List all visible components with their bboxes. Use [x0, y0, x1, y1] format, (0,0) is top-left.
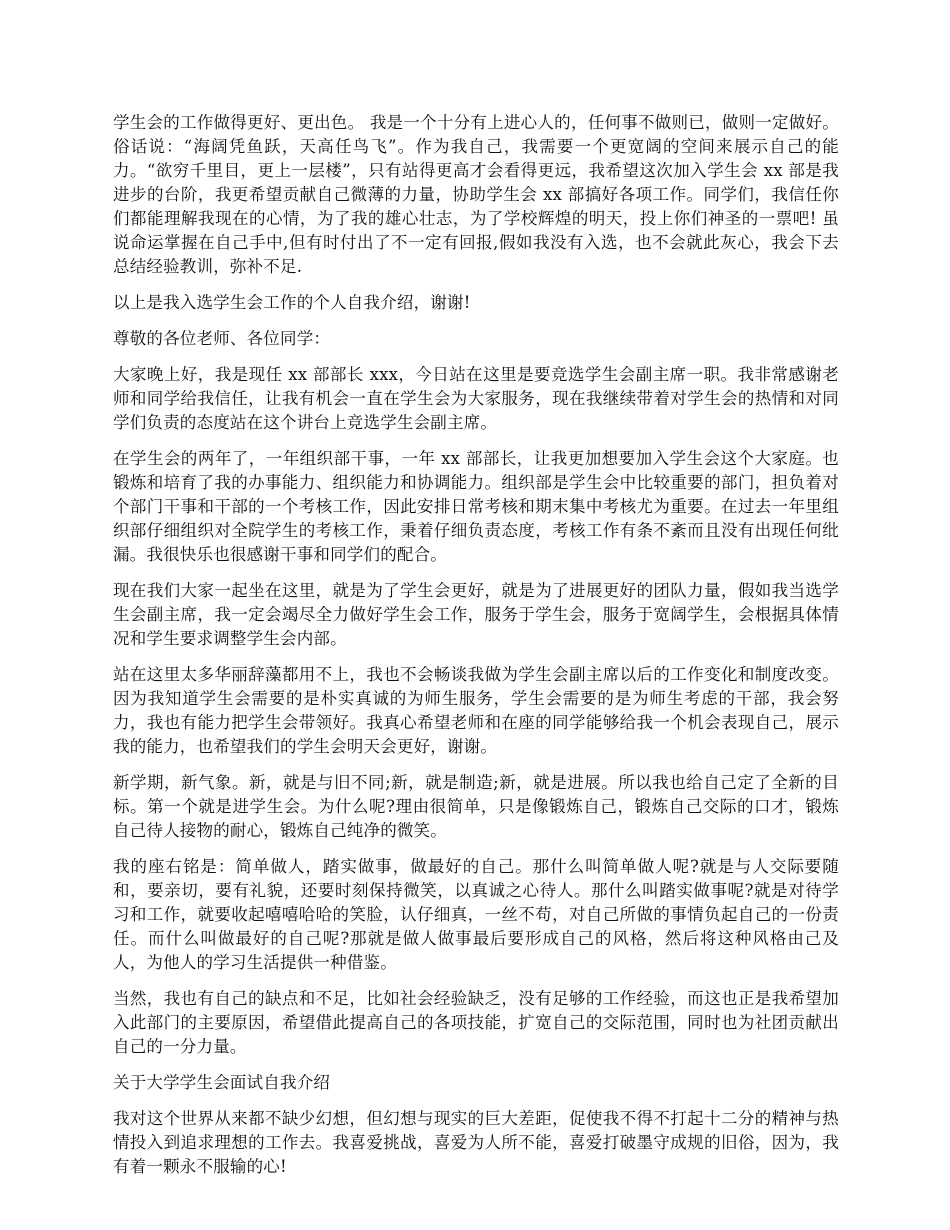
- paragraph-8: 新学期，新气象。新，就是与旧不同;新，就是制造;新，就是进展。所以我也给自己定了全新的目标。第一个就是进学生会。为什么呢?理由很简单，只是像锻炼自己，锻炼自己交际的口才，锻炼自己待人接物的耐心，锻炼自己纯净的微笑。: [113, 773, 839, 840]
- paragraph-2: 以上是我入选学生会工作的个人自我介绍，谢谢!: [113, 293, 471, 312]
- paragraph-6: 现在我们大家一起坐在这里，就是为了学生会更好，就是为了进展更好的团队力量，假如我当选学生会副主席，我一定会竭尽全力做好学生会工作，服务于学生会，服务于宽阔学生，会根据具体情况和学生要求调整学生会内部。: [113, 581, 839, 648]
- paragraph-salutation: 尊敬的各位老师、各位同学：: [113, 329, 331, 348]
- paragraph-12: 我对这个世界从来都不缺少幻想，但幻想与现实的巨大差距，促使我不得不打起十二分的精神与热情投入到追求理想的工作去。我喜爱挑战，喜爱为人所不能，喜爱打破墨守成规的旧俗，因为，我有着一颗永不服输的心!: [113, 1109, 839, 1176]
- paragraph-5: 在学生会的两年了，一年组织部干事，一年 xx 部部长，让我更加想要加入学生会这个大家庭。也锻炼和培育了我的办事能力、组织能力和协调能力。组织部是学生会中比较重要的部门，担负着对个部门干事和干部的一个考核工作，因此安排日常考核和期末集中考核尤为重要。在过去一年里组织部仔细组织对全院学生的考核工作，秉着仔细负责态度，考核工作有条不紊而且没有出现任何纰漏。我很快乐也很感谢干事和同学们的配合。: [113, 449, 839, 564]
- paragraph-7: 站在这里太多华丽辞藻都用不上，我也不会畅谈我做为学生会副主席以后的工作变化和制度改变。因为我知道学生会需要的是朴实真诚的为师生服务，学生会需要的是为师生考虑的干部，我会努力，我也有能力把学生会带领好。我真心希望老师和在座的同学能够给我一个机会表现自己，展示我的能力，也希望我们的学生会明天会更好，谢谢。: [113, 665, 839, 756]
- paragraph-10: 当然，我也有自己的缺点和不足，比如社会经验缺乏，没有足够的工作经验，而这也正是我希望加入此部门的主要原因，希望借此提高自己的各项技能，扩宽自己的交际范围，同时也为社团贡献出自己的一分力量。: [113, 989, 839, 1056]
- document-page: [113, 111, 839, 1191]
- paragraph-4: 大家晚上好，我是现任 xx 部部长 xxx，今日站在这里是要竞选学生会副主席一职。我非常感谢老师和同学给我信任，让我有机会一直在学生会为大家服务，现在我继续带着对学生会的热情和对同学们负责的态度站在这个讲台上竞选学生会副主席。: [113, 365, 839, 432]
- section-heading: 关于大学学生会面试自我介绍: [113, 1073, 331, 1092]
- paragraph-1: 学生会的工作做得更好、更出色。 我是一个十分有上进心人的，任何事不做则已，做则一定做好。俗话说：“海阔凭鱼跃，天高任鸟飞”。作为我自己，我需要一个更宽阔的空间来展示自己的能力。“欲穷千里目，更上一层楼”，只有站得更高才会看得更远，我希望这次加入学生会 xx 部是我进步的台阶，我更希望贡献自己微薄的力量，协助学生会 xx 部搞好各项工作。同学们，我信任你们都能理解我现在的心情，为了我的雄心壮志，为了学校辉煌的明天，投上你们神圣的一票吧! 虽说命运掌握在自己手中,但有时付出了不一定有回报,假如我没有入选，也不会就此灰心，我会下去总结经验教训，弥补不足.: [113, 113, 839, 276]
- paragraph-9: 我的座右铭是：简单做人，踏实做事，做最好的自己。那什么叫简单做人呢?就是与人交际要随和，要亲切，要有礼貌，还要时刻保持微笑，以真诚之心待人。那什么叫踏实做事呢?就是对待学习和工作，就要收起嘻嘻哈哈的笑脸，认仔细真，一丝不苟，对自己所做的事情负起自己的一份责任。而什么叫做最好的自己呢?那就是做人做事最后要形成自己的风格，然后将这种风格由己及人，为他人的学习生活提供一种借鉴。: [113, 857, 839, 972]
